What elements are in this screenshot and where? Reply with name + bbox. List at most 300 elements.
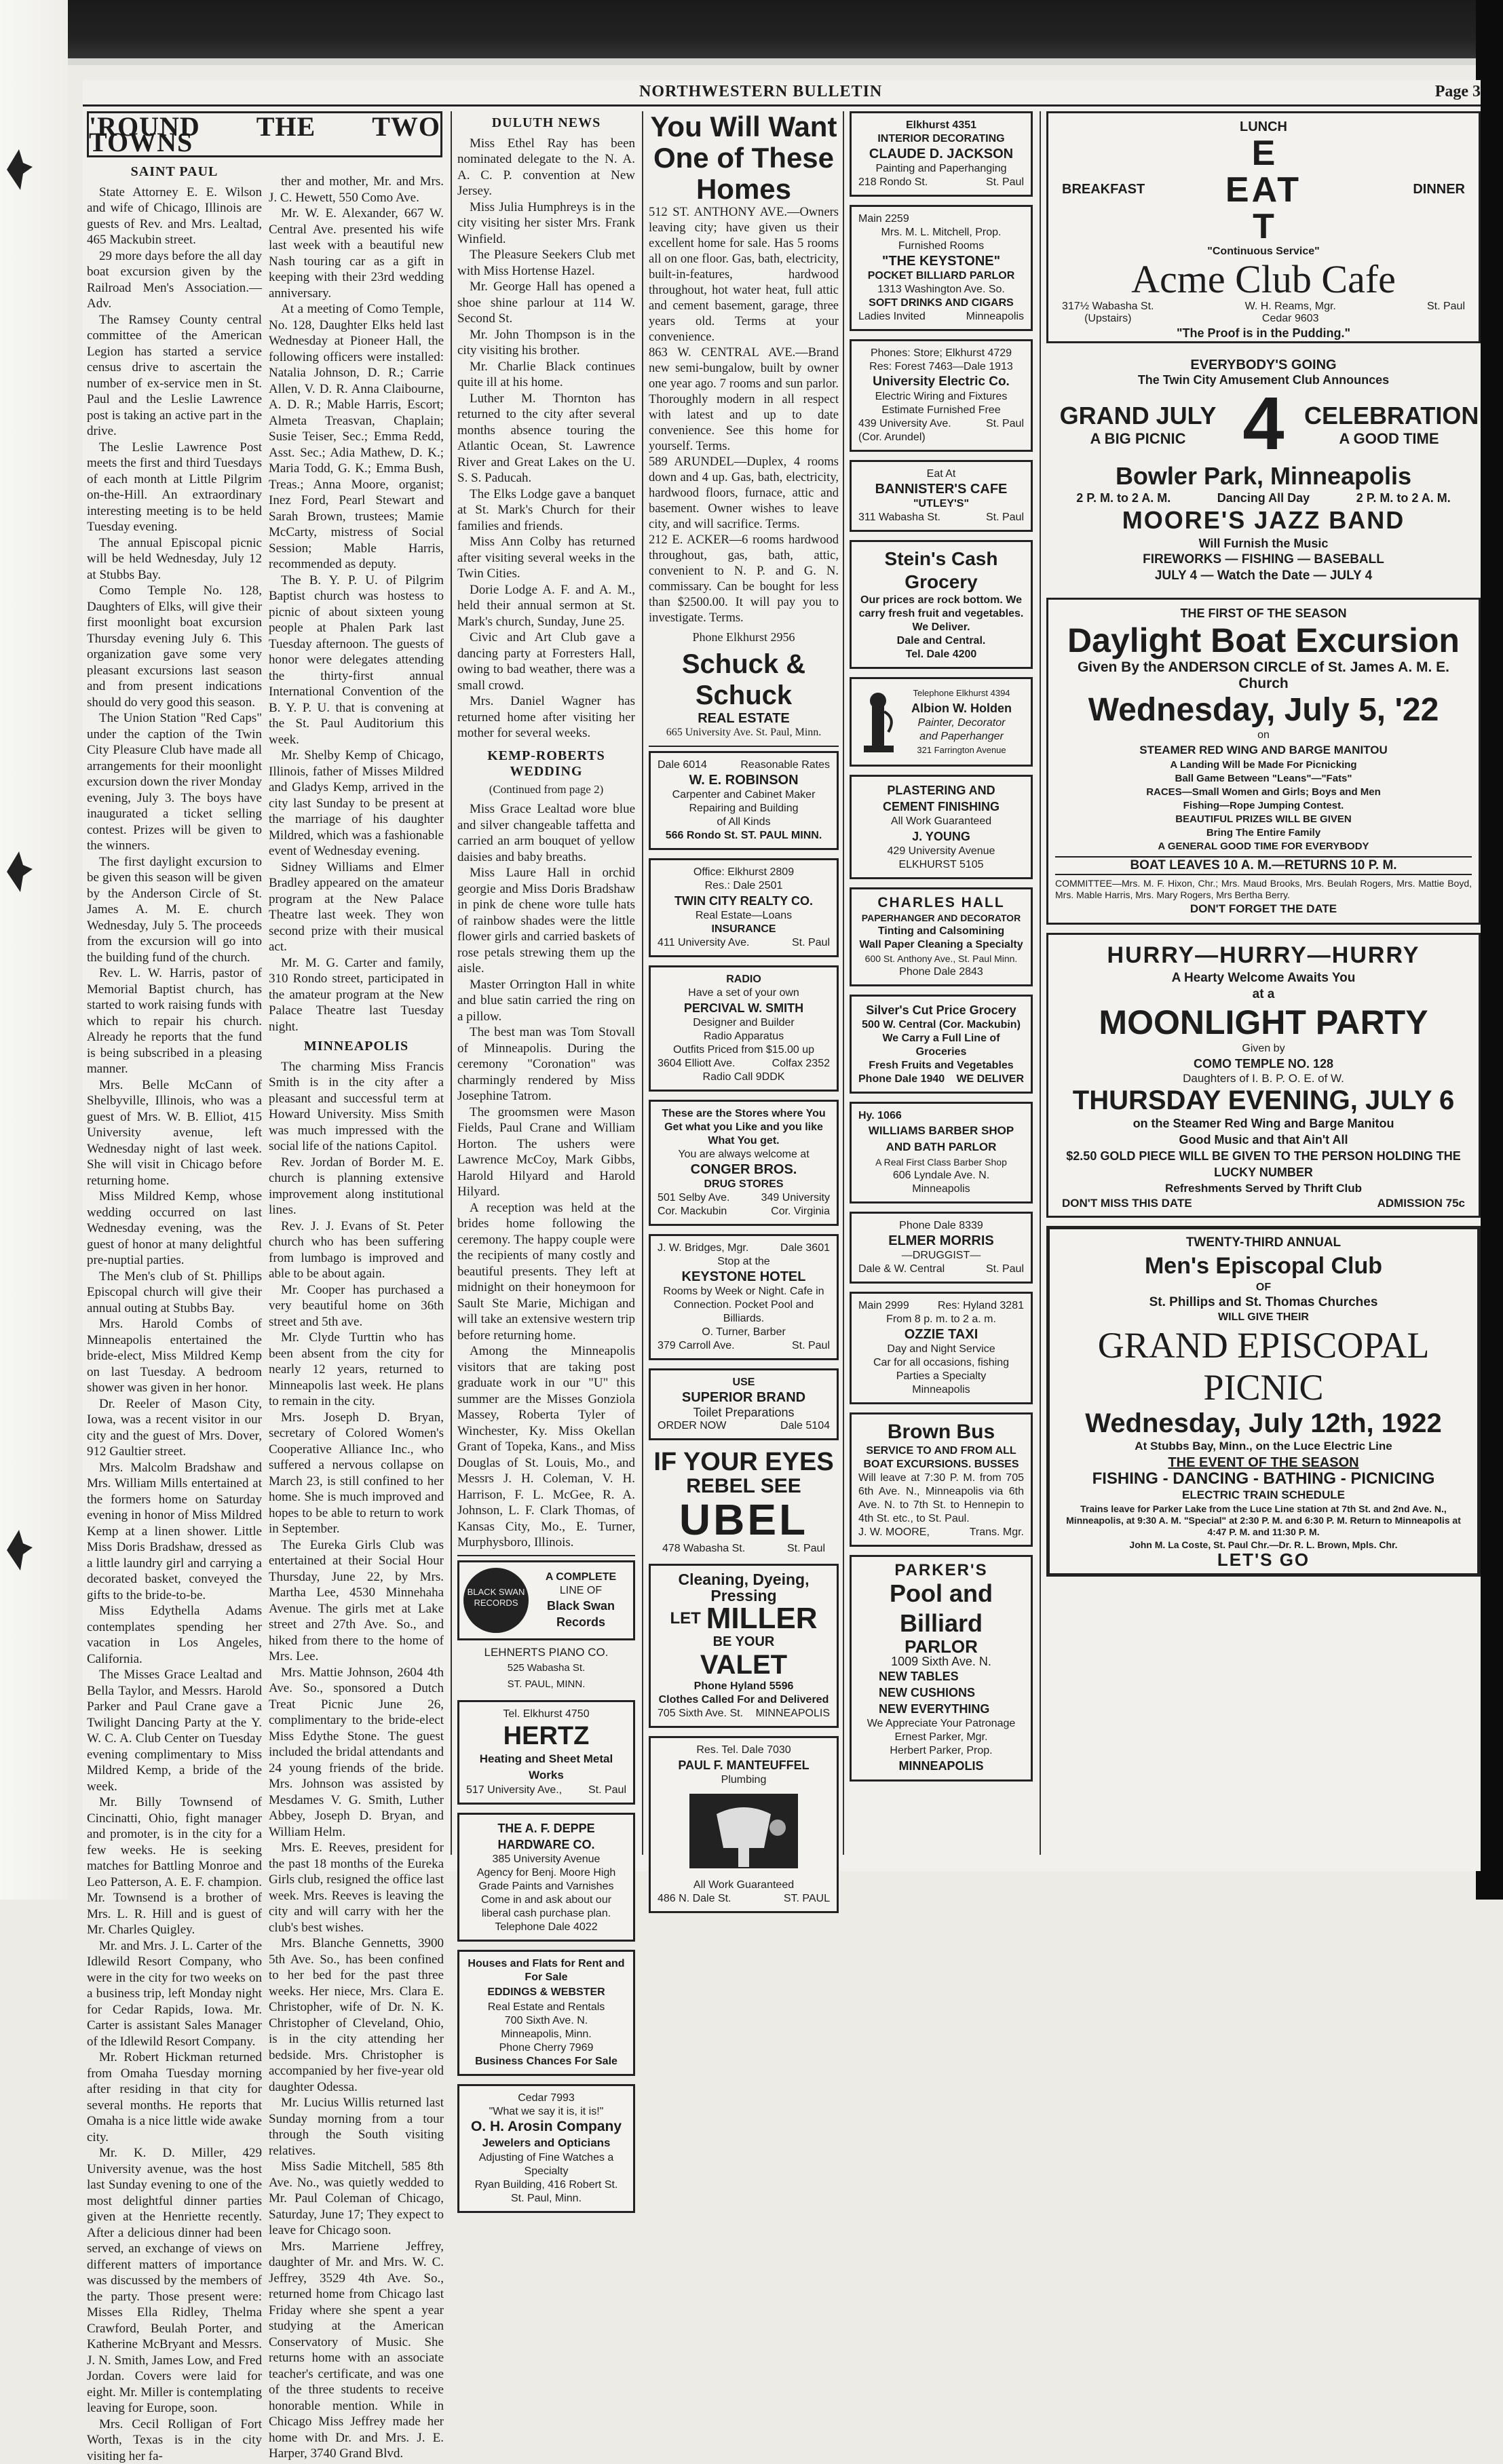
binding-hole-mark	[5, 845, 34, 899]
article-paragraph: 512 ST. ANTHONY AVE.—Owners leaving city; have given us their excellent home for sale. Has 5 rooms all on one floor. Gas, bath, electricity, built-in-features, hardwood throughout, hot water heat, full attic and cement basement, garage, three years old. Terms at your convenience.	[649, 205, 839, 345]
ad-hertz	[457, 1700, 635, 1805]
ad-text: Minneapolis, Minn.	[466, 2028, 626, 2041]
ad-text: NEW TABLES	[858, 1668, 1024, 1685]
ad-acme-club-cafe	[1046, 111, 1481, 343]
ad-title: PERCIVAL W. SMITH	[658, 1000, 830, 1016]
ad-text: 379 Carroll Ave.	[658, 1339, 735, 1353]
ad-text: A COMPLETE	[533, 1571, 629, 1584]
ad-text: 218 Rondo St.	[858, 176, 928, 189]
article-paragraph: Rev. J. J. Evans of St. Peter church who has been suffering from lumbago is improved and able to be about again.	[269, 1218, 444, 1282]
ad-text: SOFT DRINKS AND CIGARS	[858, 296, 1024, 310]
ad-title: W. E. ROBINSON	[658, 772, 830, 788]
ad-grand-episcopal-picnic	[1046, 1226, 1481, 1577]
column-real-estate	[649, 111, 839, 1862]
article-paragraph: The annual Episcopal picnic will be held Wednesday, July 12 at Stubbs Bay.	[87, 535, 262, 583]
ad-text: Toilet Preparations	[658, 1406, 830, 1419]
ad-text: Reasonable Rates	[740, 758, 830, 772]
ad-text: RADIO	[658, 973, 830, 986]
ad-text: Dale 6014	[658, 758, 707, 772]
article-paragraph: Sidney Williams and Elmer Bradley appeared on the amateur program at the New Palace Theatre last week. They won second prize with their musical act.	[269, 860, 444, 955]
divider	[457, 1555, 635, 1556]
ad-parkers-pool	[850, 1555, 1033, 1782]
ad-text: St. Paul	[787, 1542, 825, 1556]
homes-headline: You Will Want One of These Homes	[649, 111, 839, 205]
article-paragraph: Miss Mildred Kemp, whose wedding occurred on last Wednesday evening, was the guest of honor at many delightful pre-nuptial parties.	[87, 1189, 262, 1269]
page-number: Page 3	[1435, 83, 1481, 101]
ad-text: DRUG STORES	[658, 1178, 830, 1191]
article-paragraph: Rev. L. W. Harris, pastor of Memorial Baptist church, has started to work raising funds with which to repair his church. Already he reports that the fund is being subscribed in a pleasing manner.	[87, 965, 262, 1077]
ad-text: Ball Game Between "Leans"—"Fats"	[1055, 772, 1472, 786]
ad-text: Phone Dale 8339	[858, 1219, 1024, 1233]
ad-text: From 8 p. m. to 2 a. m.	[858, 1313, 1024, 1326]
ad-title: University Electric Co.	[858, 374, 1024, 390]
article-paragraph: Mr. Shelby Kemp of Chicago, Illinois, father of Misses Mildred and Gladys Kemp, arrived in the city last Sunday to be present at the marriage of his daughter Mildred, which was a fashionable event of Wednesday evening.	[269, 748, 444, 860]
ad-text: Business Chances For Sale	[466, 2055, 626, 2068]
ad-robinson	[649, 751, 839, 850]
article-paragraph: The Ramsey County central committee of the American Legion has started a service census drive to ascertain the number of ex-service men in St. Paul and the Leslie Lawrence post is taking an active part in the drive.	[87, 312, 262, 440]
ad-text: Stop at the	[658, 1255, 830, 1269]
ad-text: Dancing All Day	[1217, 491, 1310, 505]
ad-text: Tinting and Calsomining	[858, 925, 1024, 938]
ad-text: COMMITTEE—Mrs. M. F. Hixon, Chr.; Mrs. Maud Brooks, Mrs. Beulah Rogers, Mrs. Mattie Boyd, Mrs. Mable Harris, Mrs. Mary Rogers, Mrs Bertha Berry.	[1055, 878, 1472, 901]
column-event-ads	[1046, 111, 1481, 1862]
heading-duluth-news: DULUTH NEWS	[457, 115, 635, 132]
ad-title: WILLIAMS BARBER SHOP AND BATH PARLOR	[858, 1123, 1024, 1155]
ad-title: O. H. Arosin Company	[466, 2119, 626, 2135]
ad-text: 500 W. Central (Cor. Mackubin)	[858, 1018, 1024, 1032]
ad-title: Brown Bus	[858, 1420, 1024, 1444]
wedding-article	[457, 801, 635, 1551]
ad-text: Adjusting of Fine Watches a Specialty	[466, 2151, 626, 2178]
ad-text: Fresh Fruits and Vegetables	[858, 1059, 1024, 1073]
phone-line: Phone Elkhurst 2956	[649, 630, 839, 644]
article-paragraph: Mrs. Marriene Jeffrey, daughter of Mr. and Mrs. W. C. Jeffrey, 3529 4th Ave. So., returned home from Chicago last Friday where she spent a year studying at the American Conservatory of Music. She returns home with an associate teacher's certificate, and was one of the three students to receive honorable mention. While in Chicago Miss Jeffrey made her home with Dr. and Mrs. J. E. Harper, 3740 Grand Blvd.	[269, 2239, 444, 2462]
ad-text: WE DELIVER	[956, 1073, 1024, 1086]
ad-text: Phone Dale 2843	[858, 965, 1024, 979]
ad-text: LET	[670, 1611, 700, 1627]
ad-title: TWIN CITY REALTY CO.	[658, 893, 830, 909]
ad-text: $2.50 GOLD PIECE WILL BE GIVEN TO THE PERSON HOLDING THE LUCKY NUMBER	[1055, 1148, 1472, 1180]
ad-text: Minneapolis	[858, 1182, 1024, 1196]
ad-text: PAPERHANGER AND DECORATOR	[858, 911, 1024, 925]
article-paragraph: 589 ARUNDEL—Duplex, 4 rooms down and 4 up. Gas, bath, electricity, hardwood floors, furnace, attic and basement. Owner wishes to leave city, and will sacrifice. Terms.	[649, 455, 839, 533]
ad-text: BREAKFAST	[1062, 181, 1145, 197]
article-paragraph: Miss Grace Lealtad wore blue and silver changeable taffetta and carried an arm bouquet of yellow daisies and baby breaths.	[457, 801, 635, 865]
heading-saint-paul: SAINT PAUL	[87, 164, 262, 180]
article-paragraph: Dr. Reeler of Mason City, Iowa, was a recent visitor in our city and the guest of Mrs. Dover, 912 Gaultier street.	[87, 1396, 262, 1460]
ad-albion-holden	[850, 677, 1033, 767]
ad-text: 321 Farrington Avenue	[899, 744, 1024, 757]
ad-title: CEMENT FINISHING	[858, 798, 1024, 815]
ad-conger-bros	[649, 1100, 839, 1226]
ad-text: Radio Apparatus	[658, 1030, 830, 1043]
ad-title: E	[1055, 135, 1472, 172]
ad-text: Plumbing	[658, 1773, 830, 1787]
ad-text: FIREWORKS — FISHING — BASEBALL	[1053, 552, 1474, 568]
article-paragraph: Miss Laure Hall in orchid georgie and Miss Doris Bradshaw in pink de chene wore tulle hats of rainbow shades were the little flower girls and carried baskets of rose petals strewing them up the aisle.	[457, 865, 635, 977]
ad-title: "THE KEYSTONE"	[858, 253, 1024, 269]
ad-text: A BIG PICNIC	[1053, 431, 1223, 447]
ad-title: PLASTERING AND	[858, 782, 1024, 798]
ad-title: BANNISTER'S CAFE	[858, 481, 1024, 497]
ad-text: Given By the ANDERSON CIRCLE of St. James A. M. E. Church	[1055, 659, 1472, 692]
ad-text: (Cor. Arundel)	[858, 431, 1024, 444]
article-paragraph: The Eureka Girls Club was entertained at their Social Hour Thursday, June 22, by Mrs. Martha Lee, 4530 Minnehaha Avenue. The girls met at Lake street and 27th Ave. So., and hiked from there to the home of Mrs. Lee.	[269, 1537, 444, 1665]
ad-text: "The Proof is in the Pudding."	[1055, 325, 1472, 341]
ad-text: 700 Sixth Ave. N.	[466, 2014, 626, 2028]
ad-text: 439 University Ave.	[858, 417, 951, 431]
binding-hole-mark	[5, 142, 34, 197]
ad-text: Radio Call 9DDK	[658, 1071, 830, 1084]
ad-text: and Paperhanger	[899, 730, 1024, 744]
minneapolis-articles	[269, 1059, 444, 2462]
ad-text: ORDER NOW	[658, 1419, 726, 1433]
ad-text: These are the Stores where You Get what you Like and you like What You get.	[658, 1107, 830, 1148]
column-rule	[1040, 111, 1041, 1855]
column-rule	[843, 111, 844, 1855]
ad-text: SERVICE TO AND FROM ALL	[858, 1444, 1024, 1458]
ad-text: Bring The Entire Family	[1055, 826, 1472, 840]
ad-text: St. Paul	[986, 511, 1024, 524]
article-paragraph: Civic and Art Club gave a dancing party at Forresters Hall, owing to bad weather, there was a small crowd.	[457, 630, 635, 693]
column-gap	[266, 174, 267, 1856]
ad-charles-hall	[850, 887, 1033, 986]
ad-text: BE YOUR	[658, 1634, 830, 1650]
ad-daylight-boat-excursion	[1046, 598, 1481, 925]
ad-text: USE	[658, 1376, 830, 1389]
ad-text: OF	[1057, 1281, 1470, 1294]
ad-text: 606 Lyndale Ave. N.	[858, 1169, 1024, 1182]
ad-text: A GENERAL GOOD TIME FOR EVERYBODY	[1055, 840, 1472, 853]
ad-text: Minneapolis	[858, 1383, 1024, 1397]
duluth-articles	[457, 136, 635, 742]
ad-text: DINNER	[1413, 181, 1465, 197]
ad-miller-valet	[649, 1564, 839, 1728]
ad-text: Day and Night Service	[858, 1343, 1024, 1356]
ad-text: 2 P. M. to 2 A. M.	[1356, 491, 1451, 505]
heading-kemp-roberts-wedding: KEMP-ROBERTS WEDDING	[457, 748, 635, 780]
ad-text: A Landing Will be Made For Picnicking	[1055, 758, 1472, 772]
ad-text: INTERIOR DECORATING	[858, 132, 1024, 146]
ad-the-keystone	[850, 205, 1033, 331]
article-paragraph: The best man was Tom Stovall of Minneapolis. During the ceremony "Coronation" was charmingly rendered by Miss Josephine Tatrom.	[457, 1024, 635, 1104]
divider	[649, 746, 839, 747]
saint-paul-articles	[87, 185, 262, 2464]
ad-text: NEW EVERYTHING	[858, 1701, 1024, 1717]
article-paragraph: Mr. Billy Townsend of Cincinatti, Ohio, fight manager and promoter, is in the city for a few weeks. He is seeking matches for Battling Monroe and Leo Patterson, A. E. F. champion. Mr. Townsend is a brother of Mrs. L. R. Hill and is guest of Mr. Charles Quigley.	[87, 1794, 262, 1938]
heading-minneapolis: MINNEAPOLIS	[269, 1039, 444, 1055]
ad-title: Pool and Billiard	[858, 1579, 1024, 1638]
ad-text: We Carry a Full Line of Groceries	[858, 1032, 1024, 1059]
column-duluth	[457, 111, 635, 1862]
article-paragraph: Mr. Lucius Willis returned last Sunday morning from a tour through the South visiting relatives.	[269, 2095, 444, 2159]
ad-text: PARLOR	[858, 1638, 1024, 1655]
ad-text: 1009 Sixth Ave. N.	[858, 1655, 1024, 1668]
scan-left-margin	[0, 0, 68, 1900]
ad-text: INSURANCE	[658, 923, 830, 936]
ad-text: Dale and Central.	[858, 634, 1024, 648]
ad-text: Have a set of your own	[658, 986, 830, 1000]
ad-text: Cedar 7993	[466, 2092, 626, 2105]
ad-text: Agency for Benj. Moore High Grade Paints and Varnishes	[466, 1866, 626, 1893]
ad-elmer-morris	[850, 1212, 1033, 1284]
ad-text: THE FIRST OF THE SEASON	[1055, 605, 1472, 621]
ad-text: Dale 5104	[780, 1419, 830, 1433]
ad-title: GRAND JULY	[1053, 401, 1223, 431]
ad-title: Silver's Cut Price Grocery	[858, 1002, 1024, 1018]
ad-title: Acme Club Cafe	[1055, 258, 1472, 301]
plumbing-fixture-icon	[676, 1787, 812, 1875]
ad-text: REBEL SEE	[649, 1476, 839, 1497]
ad-j-young	[850, 775, 1033, 879]
ad-text: A Real First Class Barber Shop	[858, 1155, 1024, 1169]
ad-text: ELKHURST 5105	[858, 858, 1024, 872]
article-paragraph: Mr. Charlie Black continues quite ill at his home.	[457, 359, 635, 391]
ad-text: 600 St. Anthony Ave., St. Paul Minn.	[858, 952, 1024, 965]
ad-text: Res. Tel. Dale 7030	[658, 1744, 830, 1757]
ad-text: Tel. Dale 4200	[858, 648, 1024, 661]
ad-title: CHARLES HALL	[858, 895, 1024, 911]
ad-text: DON'T FORGET THE DATE	[1055, 901, 1472, 917]
ad-text: W. H. Reams, Mgr.	[1245, 301, 1336, 313]
ad-text: Herbert Parker, Prop.	[858, 1744, 1024, 1758]
ad-text: Res: Forest 7463—Dale 1913	[858, 360, 1024, 374]
ad-text: VALET	[658, 1650, 830, 1680]
ad-title: Men's Episcopal Club	[1057, 1251, 1470, 1281]
ad-title: 4	[1242, 387, 1284, 461]
article-paragraph: ther and mother, Mr. and Mrs. J. C. Hewett, 550 Como Ave.	[269, 174, 444, 206]
scan-top-edge	[0, 0, 1503, 65]
article-paragraph: Mrs. Harold Combs of Minneapolis entertained the bride-elect, Miss Mildred Kemp on last Tuesday. A bedroom shower was given in her honor.	[87, 1316, 262, 1396]
ad-text: Cor. Mackubin	[658, 1205, 727, 1218]
ad-text: Phone Hyland 5596	[658, 1680, 830, 1693]
ad-text: At Stubbs Bay, Minn., on the Luce Electric Line	[1057, 1438, 1470, 1455]
ad-title: MOORE'S JAZZ BAND	[1053, 505, 1474, 535]
article-paragraph: Among the Minneapolis visitors that are taking post graduate work in our "U" this summer are the Misses Gonziola Massey, Roberta Tyler of Winchester, Ky. Miss Okellan Grant of Topeka, Kans., and Miss Douglas of St. Louis, Mo., and Messrs J. H. Coleman, V. H. Harrison, F. L. McGee, R. A. Johnson, L. F. Clark Thomas, of Kansas City, Mo., E. Turner, Murphysboro, Illinois.	[457, 1343, 635, 1551]
ad-text: Trains leave for Parker Lake from the Luce Line station at 7th St. and 2nd Ave. N., Minneapolis, at 9:30 A. M. "Special" at 2:30 P. M. and 6:30 P. M. Return to Minneapolis at 4:47 P. M. and 11:30 P. M.	[1057, 1503, 1470, 1538]
ad-text: ADMISSION 75c	[1377, 1197, 1465, 1210]
ad-july-4-celebration	[1046, 351, 1481, 590]
ad-text: Phones: Store; Elkhurst 4729	[858, 347, 1024, 360]
ad-title: EAT	[1055, 172, 1472, 208]
ad-text: 311 Wabasha St.	[858, 511, 940, 524]
ad-text: Ernest Parker, Mgr.	[858, 1731, 1024, 1744]
ad-text: JULY 4 — Watch the Date — JULY 4	[1053, 568, 1474, 584]
ad-text: on the Steamer Red Wing and Barge Manitou	[1055, 1115, 1472, 1132]
ad-text: J. W. Bridges, Mgr.	[658, 1241, 748, 1255]
ad-text: Res: Hyland 3281	[938, 1299, 1024, 1313]
ad-text: Will Furnish the Music	[1053, 535, 1474, 552]
ad-text: Cedar 9603	[1245, 313, 1336, 325]
ad-text: Cor. Virginia	[771, 1205, 830, 1218]
ad-ozzie-taxi	[850, 1292, 1033, 1404]
masthead-title: NORTHWESTERN BULLETIN	[639, 83, 882, 101]
ad-text: LUNCH	[1055, 119, 1472, 135]
ad-title: Cleaning, Dyeing, Pressing	[658, 1571, 830, 1604]
telephone-icon	[858, 685, 899, 759]
ad-keystone-hotel	[649, 1234, 839, 1360]
ad-text: Colfax 2352	[772, 1057, 830, 1071]
ad-text: Dale 3601	[780, 1241, 830, 1255]
column-rule	[451, 111, 452, 1855]
ad-text: RACES—Small Women and Girls; Boys and Men	[1055, 786, 1472, 799]
article-paragraph: At a meeting of Como Temple, No. 128, Daughter Elks held last Wednesday at Pioneer Hall, the following officers were installed: Natalia Johnson, D. R.; Carrie Allen, V. D. R. Anna Claibourne, A. D. R.; Mable Harris, Escort; Almeta Treasvan, Chaplain; Susie Teiser, Sec.; Emma Redd, Asst. Sec.; Adia Mathew, D. K.; Maria Todd, G. K.; Emma Bush, Treas.; Anna Moore, organist; Inez Ford, Pearl Stewart and Sarah Brown, trustees; Mamie McCarty, mistress of Social Session; Mable Harris, recommended as deputy.	[269, 301, 444, 573]
article-paragraph: Mr. John Thompson is in the city visiting his brother.	[457, 327, 635, 359]
ad-text: ST. PAUL, MINN.	[457, 1676, 635, 1693]
article-paragraph: Dorie Lodge A. F. and A. M., held their annual sermon at St. Mark's church, Sunday, June 25.	[457, 582, 635, 630]
ad-text: St. Paul	[792, 936, 830, 950]
ad-deppe-hardware	[457, 1813, 635, 1942]
ad-text: St. Paul	[986, 417, 1024, 431]
ad-text: BOAT EXCURSIONS. BUSSES	[858, 1458, 1024, 1471]
article-paragraph: Mr. M. G. Carter and family, 310 Rondo street, participated in the amateur program at the New Palace Theatre last Tuesday night.	[269, 955, 444, 1035]
ad-text: You are always welcome at	[658, 1148, 830, 1161]
ad-text: COMO TEMPLE NO. 128	[1055, 1056, 1472, 1072]
ad-text: DON'T MISS THIS DATE	[1062, 1197, 1192, 1210]
article-paragraph: Mrs. Malcolm Bradshaw and Mrs. William Mills entertained at the formers home on Saturday evening in honor of Miss Mildred Kemp at a linen shower. Little Miss Doris Bradshaw, dressed as a little laundry girl and carrying a decorated basket, conveyed the gifts to the bride-to-be.	[87, 1460, 262, 1604]
ad-text: 566 Rondo St. ST. PAUL MINN.	[658, 829, 830, 843]
ad-text: Phone Cherry 7969	[466, 2041, 626, 2055]
ad-text: MINNEAPOLIS	[858, 1758, 1024, 1774]
article-paragraph: Mr. Clyde Turttin who has been absent from the city for nearly 12 years, returned to Minneapolis last week. He plans to remain in the city.	[269, 1330, 444, 1410]
ad-title: Stein's Cash Grocery	[858, 547, 1024, 594]
ad-title: Daylight Boat Excursion	[1055, 621, 1472, 659]
article-paragraph: 212 E. ACKER—6 rooms hardwood throughout, gas, bath, attic, convenient to N. P. and G. N. commissary. Can be bought for less than $2500.00. It will pay you to investigate. Terms.	[649, 533, 839, 626]
newspaper-page	[83, 80, 1481, 1871]
ad-text: THE EVENT OF THE SEASON	[1057, 1455, 1470, 1471]
ad-text: TWENTY-THIRD ANNUAL	[1057, 1235, 1470, 1251]
article-paragraph: Mr. Robert Hickman returned from Omaha Tuesday morning after residing in that city for several months. He reports that Omaha is a nice little wide awake city.	[87, 2049, 262, 2145]
masthead	[83, 80, 1481, 107]
ad-text: Elkhurst 4351	[858, 119, 1024, 132]
ad-text: We Appreciate Your Patronage	[858, 1717, 1024, 1731]
article-paragraph: Mr. and Mrs. J. L. Carter of the Idlewild Resort Company, who were in the city for two weeks on a business trip, left Monday night for Cedar Rapids, Iowa. Mr. Carter is assistant Sales Manager of the Idlewild Resort Company.	[87, 1938, 262, 2050]
article-paragraph: A reception was held at the brides home following the ceremony. The happy couple were the recipients of many costly and beautiful presents. They left at midnight on their honeymoon for Sault Ste Marie, Michigan and will take an extensive western trip before returning home.	[457, 1200, 635, 1344]
ad-moonlight-party	[1046, 933, 1481, 1218]
ad-title: LET'S GO	[1057, 1552, 1470, 1568]
ad-twin-city-realty	[649, 858, 839, 957]
ad-text: WILL GIVE THEIR	[1057, 1311, 1470, 1324]
ad-title: THE A. F. DEPPE HARDWARE CO.	[466, 1820, 626, 1853]
ad-text: Main 2259	[858, 212, 1024, 226]
ad-text: Designer and Builder	[658, 1016, 830, 1030]
ad-title: PAUL F. MANTEUFFEL	[658, 1757, 830, 1773]
ad-title: HERTZ	[466, 1721, 626, 1751]
ad-title: THURSDAY EVENING, JULY 6	[1055, 1085, 1472, 1115]
ad-text: Good Music and that Ain't All	[1055, 1132, 1472, 1148]
ad-title: CELEBRATION	[1304, 401, 1474, 431]
ad-text: The Twin City Amusement Club Announces	[1053, 373, 1474, 387]
ad-text: Jewelers and Opticians	[466, 2135, 626, 2151]
ad-steins-grocery	[850, 540, 1033, 669]
ad-text: 478 Wabasha St.	[662, 1542, 745, 1556]
ad-manteuffel	[649, 1736, 839, 1913]
ad-text: 1313 Washington Ave. So.	[858, 283, 1024, 296]
ad-text: (Upstairs)	[1062, 313, 1154, 325]
social-articles	[269, 174, 444, 1035]
article-paragraph: Mrs. Daniel Wagner has returned home after visiting her mother for several weeks.	[457, 693, 635, 742]
ad-text: ST. PAUL	[784, 1892, 830, 1906]
ad-text: Phone Dale 1940	[858, 1073, 945, 1086]
ad-title: OZZIE TAXI	[858, 1326, 1024, 1343]
ad-superior-brand	[649, 1368, 839, 1440]
ad-text: Wall Paper Cleaning a Specialty	[858, 938, 1024, 952]
ad-title: T	[1055, 208, 1472, 245]
ad-text: Painter, Decorator	[899, 716, 1024, 730]
ad-text: 411 University Ave.	[658, 936, 749, 950]
ad-text: J. YOUNG	[858, 828, 1024, 845]
ad-text: 705 Sixth Ave. St.	[658, 1707, 743, 1720]
ad-text: J. W. MOORE,	[858, 1526, 930, 1539]
ad-text: 349 University	[761, 1191, 830, 1205]
column-social-continued	[269, 174, 444, 1862]
ubel-logo: UBEL	[649, 1497, 839, 1542]
ad-text: Office: Elkhurst 2809	[658, 866, 830, 879]
ad-text: POCKET BILLIARD PARLOR	[858, 269, 1024, 283]
ad-text: All Work Guaranteed	[858, 815, 1024, 828]
schuck-address: 665 University Ave. St. Paul, Minn.	[649, 727, 839, 739]
ad-text: Our prices are rock bottom. We carry fresh fruit and vegetables. We Deliver.	[858, 594, 1024, 634]
ad-text: Painting and Paperhanging	[858, 162, 1024, 176]
ad-title: KEYSTONE HOTEL	[658, 1269, 830, 1285]
ad-text: Rooms by Week or Night. Cafe in Connection. Pocket Pool and Billiards.	[658, 1285, 830, 1326]
ad-black-swan	[457, 1560, 635, 1640]
ad-text: BEAUTIFUL PRIZES WILL BE GIVEN	[1055, 813, 1472, 826]
ad-title: IF YOUR EYES	[649, 1448, 839, 1476]
ad-text: Refreshments Served by Thrift Club	[1055, 1180, 1472, 1197]
ad-text: 3604 Elliott Ave.	[658, 1057, 735, 1071]
ad-text: Dale & W. Central	[858, 1263, 945, 1276]
binding-hole-mark	[5, 1523, 34, 1577]
article-paragraph: Luther M. Thornton has returned to the city after several months absence touring the Atlantic Ocean, St. Lawrence River and Great Lakes on the U. S. S. Paducah.	[457, 391, 635, 486]
article-paragraph: Rev. Jordan of Border M. E. church is planning extensive improvement along institutional lines.	[269, 1155, 444, 1218]
ad-title: HURRY—HURRY—HURRY	[1055, 940, 1472, 970]
article-paragraph: The Pleasure Seekers Club met with Miss Hortense Hazel.	[457, 247, 635, 279]
ad-title: CLAUDE D. JACKSON	[858, 146, 1024, 162]
ad-title: Albion W. Holden	[899, 700, 1024, 716]
article-paragraph: Mr. W. E. Alexander, 667 W. Central Ave. presented his wife last week with a beautiful new Nash touring car as a gift in keeping with their 23rd wedding anniversary.	[269, 206, 444, 301]
ad-text: St. Phillips and St. Thomas Churches	[1057, 1294, 1470, 1311]
article-paragraph: Mr. George Hall has opened a shoe shine parlour at 114 W. Second St.	[457, 279, 635, 327]
article-paragraph: State Attorney E. E. Wilson and wife of Chicago, Illinois are guests of Rev. and Mrs. Lealtad, 465 Mackubin street.	[87, 185, 262, 248]
article-paragraph: Mrs. Joseph D. Bryan, secretary of Colored Women's Cooperative Alliance Inc., who suffered a nervous collapse on March 23, is still confined to her home. She is much improved and hopes to be able to return to work in September.	[269, 1410, 444, 1537]
ad-text: Main 2999	[858, 1299, 909, 1313]
ad-text: 317½ Wabasha St.	[1062, 301, 1154, 313]
ad-williams-barber	[850, 1102, 1033, 1204]
ad-text: STEAMER RED WING AND BARGE MANITOU	[1055, 742, 1472, 758]
ad-text: St. Paul	[792, 1339, 830, 1353]
ad-text: Fishing—Rope Jumping Contest.	[1055, 799, 1472, 813]
ad-text: Ladies Invited	[858, 310, 926, 324]
ad-text: Telephone Elkhurst 4394	[899, 687, 1024, 700]
ad-text: Come in and ask about our liberal cash purchase plan.	[466, 1893, 626, 1921]
ad-text: EVERYBODY'S GOING	[1053, 357, 1474, 373]
ad-text: St. Paul	[986, 1263, 1024, 1276]
article-paragraph: Mrs. Belle McCann of Shelbyville, Illinois, who was a guest of Mrs. W. B. Elliot, 415 University avenue, left Wednesday night of last week. She will visit in Chicago before returning home.	[87, 1077, 262, 1189]
ad-text: Houses and Flats for Rent and For Sale	[466, 1957, 626, 1984]
ad-text: on	[1055, 729, 1472, 742]
section-banner: 'ROUND THE TWO TOWNS	[87, 111, 442, 157]
ad-text: Outfits Priced from $15.00 up	[658, 1043, 830, 1057]
ad-text: Estimate Furnished Free	[858, 404, 1024, 417]
ad-text: Real Estate and Rentals	[466, 2001, 626, 2014]
ad-title: PARKER'S	[858, 1562, 1024, 1579]
ad-text: 429 University Avenue	[858, 845, 1024, 858]
ad-text: ELECTRIC TRAIN SCHEDULE	[1057, 1487, 1470, 1503]
ad-university-electric	[850, 339, 1033, 452]
article-paragraph: Como Temple No. 128, Daughters of Elks, will give their first moonlight boat excursion Thursday evening July 6. This organization gave some very pleasant excursions last season and from present indications should do very good this season.	[87, 583, 262, 710]
ad-text: A Hearty Welcome Awaits You	[1055, 970, 1472, 986]
